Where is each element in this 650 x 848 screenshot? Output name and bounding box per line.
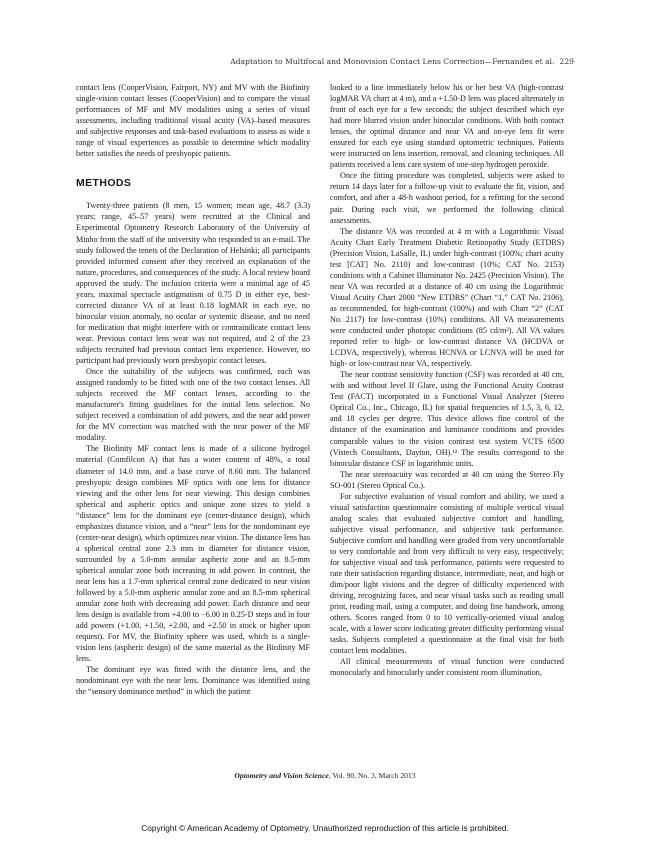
- page-number: 229: [559, 57, 574, 66]
- journal-name: Optometry and Vision Science: [234, 771, 329, 780]
- running-title: Adaptation to Multifocal and Monovision Contact Lens Correction—Fernandes et al.: [230, 57, 555, 66]
- body-paragraph: The distance VA was recorded at 4 m with a Logarithmic Visual Acuity Chart Early Treatment Diabetic Retinopathy Study (ETDRS) (Precision Vision, LaSalle, IL) under high-contrast (100%; chart acuity test [CAT] No. 2110) and low-contrast (10%; CAT No. 2153) conditions with a Cabinet Illuminator No. 2425 (Precision Vision). The near VA was recorded at a distance of 40 cm using the Logarithmic Visual Acuity Chart 2000 “New ETDRS” (Chart “1,” CAT No. 2106), as recommended, for high-contrast (100%) and with Chart “2” (CAT No. 2117) for low-contrast (10%) conditions. All VA measurements were conducted under photopic conditions (85 cd/m²). All VA values reported refer to high- or low-contrast distance VA (HCDVA or LCDVA, respectively), whereas HCNVA or LCNVA will be used for high- or low-contrast near VA, respectively.: [330, 226, 564, 369]
- body-paragraph: The Biofinity MF contact lens is made of a silicone hydrogel material (Comfilcon A) that has a water content of 48%, a total diameter of 14.0 mm, and a base curve of 8.60 mm. The balanced presbyopic design combines MF optics with one lens for distance viewing and the other lens for near viewing. This design combines spherical and aspheric optics and unique zone sizes to yield a “distance” lens for the dominant eye (center-distance design), which emphasizes distance vision, and a “near” lens for the nondominant eye (center-near design), which optimizes near vision. The distance lens has a spherical central zone 2.3 mm in diameter for distance vision, surrounded by a 5.0-mm annular aspheric zone and an 8.5-mm spherical annular zone both increasing in add power. In contrast, the near lens has a 1.7-mm spherical central zone dedicated to near vision followed by a 5.0-mm aspheric annular zone and an 8.5-mm spherical annular zone both with decreasing add power. Each distance and near lens design is available from +4.00 to −6.00 in 0.25-D steps and in four add powers (+1.00, +1.50, +2.00, and +2.50 in stock or higher upon request). For MV, the Biofinity sphere was used, which is a single-vision lens (aspheric design) of the same material as the Biofinity MF lens.: [76, 444, 310, 664]
- section-heading-methods: METHODS: [76, 177, 132, 190]
- right-column: [330, 82, 564, 679]
- journal-footer: [0, 771, 650, 780]
- journal-citation: , Vol. 90, No. 3, March 2013: [328, 771, 416, 780]
- body-paragraph: The dominant eye was fitted with the distance lens, and the nondominant eye with the near lens. Dominance was identified using the “sensory dominance method” in which the patient: [76, 665, 310, 697]
- body-paragraph: For subjective evaluation of visual comfort and ability, we used a visual satisfaction questionnaire consisting of multiple vertical visual analog scales that evaluated subjective comfort and handling, subjective visual performance, and subjective task performance. Subjective comfort and handling were graded from very uncomfortable to very comfortable and from very difficult to very easy, respectively; for subjective visual and task performance, patients were requested to rate their satisfaction regarding distance, intermediate, near, and high or dim/poor light visions and the degree of difficulty experienced with driving, recognizing faces, and near visual tasks such as reading small print, reading mail, using a computer, and doing fine handwork, among others. Scores ranged from 0 to 10 vertically-oriented visual analog scale, with a lower score indicating greater difficulty performing visual tasks. Subjects completed a questionnaire at the final visit for both contact lens modalities.: [330, 491, 564, 656]
- copyright-notice: Copyright © American Academy of Optometry. Unauthorized reproduction of this article is prohibited.: [141, 823, 509, 833]
- body-paragraph: Once the suitability of the subjects was confirmed, each was assigned randomly to be fitted with one of the two contact lenses. All subjects received the MF contact lenses, according to the manufacturer's fitting guidelines for the initial lens selection. No subject received a combination of add powers, and the near add power for the MV correction was matched with the near power of the MF modality.: [76, 367, 310, 443]
- body-paragraph: Once the fitting procedure was completed, subjects were asked to return 14 days later for a follow-up visit to evaluate the fit, vision, and comfort, and after a 48-h washout period, for a refitting for the second pair. During each visit, we performed the following clinical assessments.: [330, 171, 564, 225]
- running-header: [230, 57, 574, 66]
- intro-paragraph: contact lens (CooperVision, Fairport, NY) and MV with the Biofinity single-vision contact lenses (CooperVision) and to compare the visual performances of MF and MV modalities using a series of visual assessments, including traditional visual acuity (VA)–based measures and subjective responses and task-based evaluations to assess as wide a range of visual experiences as possible to determine which modality better satisfies the needs of presbyopic patients.: [76, 83, 310, 159]
- body-paragraph: The near contrast sensitivity function (CSF) was recorded at 40 cm, with and without level II Glare, using the Functional Acuity Contrast Test (FACT) incorporated in a Functional Visual Analyzer (Stereo Optical Co., Inc., Chicago, IL) for spatial frequencies of 1.5, 3, 6, 12, and 18 cycles per degree. This device allows fine control of the distance of the examination and luminance conditions and provides comparable values to the vision contrast test system VCTS 6500 (Vistech Consultants, Dayton, OH).¹² The results correspond to the binocular distance CSF in logarithmic units.: [330, 370, 564, 468]
- body-paragraph: looked to a line immediately below his or her best VA (high-contrast logMAR VA chart at 4 m), and a +1.50-D lens was placed alternately in front of each eye for a few seconds; the subject described which eye had more blurred vision under binocular conditions. With both contact lenses, the optimal distance and near VA and on-eye lens fit were ensured for each eye using standard optometric techniques. Patients were instructed on lens insertion, removal, and cleaning techniques. All patients received a lens care system of one-step hydrogen peroxide.: [330, 83, 564, 170]
- body-paragraph: Twenty-three patients (8 men, 15 women; mean age, 48.7 (3.3) years; range, 45–57 years) were recruited at the Clinical and Experimental Optometry Research Laboratory of the University of Minho from the staff of the university who responded to an e-mail. The study followed the tenets of the Declaration of Helsinki; all participants provided informed consent after they received an explanation of the nature, procedures, and consequences of the study. A local review board approved the study. The inclusion criteria were a minimal age of 45 years, maximal spectacle astigmatism of 0.75 D in either eye, best-corrected distance VA of at least 0.18 logMAR in each eye, no binocular vision anomaly, no ocular or systemic disease, and no need for medication that might interfere with or contraindicate contact lens wear. Previous contact lens wear was not required, and 2 of the 23 subjects recruited had previous contact lens experience. However, no participant had previously worn presbyopic contact lenses.: [76, 201, 310, 366]
- left-column: [76, 82, 310, 697]
- body-paragraph: All clinical measurements of visual function were conducted monocularly and binocularly under consistent room illumination,: [330, 657, 564, 678]
- body-paragraph: The near stereoacuity was recorded at 40 cm using the Stereo Fly SO-001 (Stereo Optical Co.).: [330, 469, 564, 490]
